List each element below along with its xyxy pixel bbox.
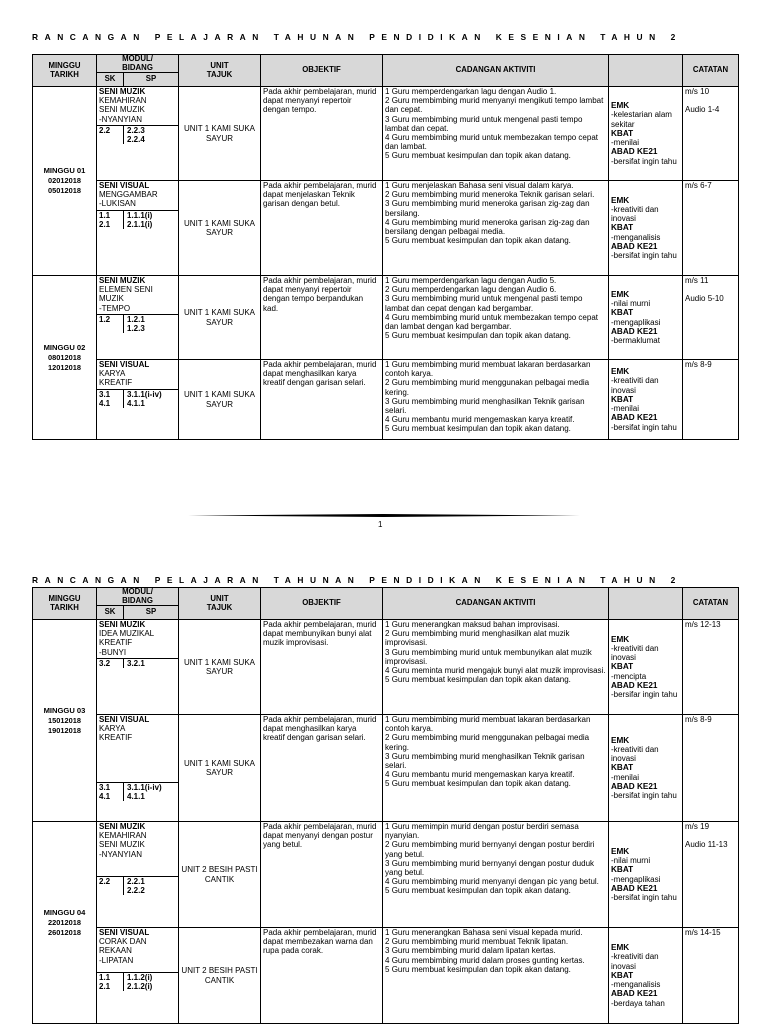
catatan-cell: m/s 6-7 — [683, 181, 739, 276]
header-sk: SK — [97, 606, 124, 620]
modul-cell: SENI MUZIK ELEMEN SENI MUZIK -TEMPO 1.2 1.2.1 1.2.3 — [97, 276, 179, 360]
unit-cell: UNIT 1 KAMI SUKA SAYUR — [179, 276, 261, 360]
table-row — [33, 822, 739, 928]
page-title: RANCANGAN PELAJARAN TAHUNAN PENDIDIKAN KESENIAN TAHUN 2 — [32, 575, 682, 585]
catatan-cell: m/s 10 Audio 1-4 — [683, 87, 739, 181]
header-objektif: OBJEKTIF — [261, 55, 383, 87]
modul-cell: SENI VISUAL KARYA KREATIF 3.1 4.1 3.1.1(i-iv) 4.1.1 — [97, 715, 179, 822]
header-blank — [609, 55, 683, 87]
table-row — [33, 715, 739, 822]
catatan-cell: m/s 19 Audio 11-13 — [683, 822, 739, 928]
table-row — [33, 360, 739, 440]
header-catatan: CATATAN — [683, 588, 739, 620]
plan-table — [32, 587, 739, 1024]
objektif-cell: Pada akhir pembelajaran, murid dapat menghasilkan karya kreatif dengan garisan selari. — [261, 715, 383, 822]
aktiviti-cell: 1 Guru menerangkan maksud bahan improvisasi. 2 Guru membimbing murid menghasilkan alat muzik improvisasi. 3 Guru membimbing murid untuk membunyikan alat muzik improvisasi. 4 Guru meminta murid mengajuk bunyi alat muzik improvisasi. 5 Guru membuat kesimpulan dan topik akan datang. — [383, 620, 609, 715]
footer-divider — [188, 514, 580, 517]
unit-cell: UNIT 1 KAMI SUKA SAYUR — [179, 360, 261, 440]
objektif-cell: Pada akhir pembelajaran, murid dapat menjelaskan Teknik garisan dengan betul. — [261, 181, 383, 276]
emk-cell: EMK -kreativiti dan inovasi KBAT -menilai ABAD KE21 -bersifat ingin tahu — [609, 715, 683, 822]
emk-cell: EMK -kreativiti dan inovasi KBAT -menganalisis ABAD KE21 -berdaya tahan — [609, 928, 683, 1024]
table-row — [33, 928, 739, 1024]
week-cell: MINGGU 01 02012018 05012018 — [33, 87, 97, 276]
header-modul: MODUL/ BIDANG — [97, 588, 179, 606]
catatan-cell: m/s 11 Audio 5-10 — [683, 276, 739, 360]
modul-cell: SENI MUZIK KEMAHIRAN SENI MUZIK -NYANYIAN 2.2 2.2.3 2.2.4 — [97, 87, 179, 181]
objektif-cell: Pada akhir pembelajaran, murid dapat menyanyi dengan postur yang betul. — [261, 822, 383, 928]
week-cell: MINGGU 04 22012018 26012018 — [33, 822, 97, 1024]
plan-table — [32, 54, 739, 440]
catatan-cell: m/s 12-13 — [683, 620, 739, 715]
objektif-cell: Pada akhir pembelajaran, murid dapat menyanyi repertoir dengan tempo berpandukan kad. — [261, 276, 383, 360]
unit-cell: UNIT 2 BESIH PASTI CANTIK — [179, 928, 261, 1024]
aktiviti-cell: 1 Guru menjelaskan Bahasa seni visual dalam karya. 2 Guru membimbing murid meneroka Teknik garisan selari. 3 Guru membimbing murid meneroka garisan zig-zag dan bersilang. 4 Guru membimbing murid meneroka garisan zig-zag dan bersilang dengan pelbagai media. 5 Guru membuat kesimpulan dan topik akan datang. — [383, 181, 609, 276]
emk-cell: EMK -kelestarian alam sekitar KBAT -menilai ABAD KE21 -bersifat ingin tahu — [609, 87, 683, 181]
aktiviti-cell: 1 Guru memimpin murid dengan postur berdiri semasa nyanyian. 2 Guru membimbing murid bernyanyi dengan postur berdiri yang betul. 3 Guru membimbing murid bernyanyi dengan postur duduk yang betul. 4 Guru membimbing murid menyanyi dengan pic yang betul. 5 Guru membuat kesimpulan dan topik akan datang. — [383, 822, 609, 928]
unit-cell: UNIT 1 KAMI SUKA SAYUR — [179, 620, 261, 715]
modul-cell: SENI VISUAL CORAK DAN REKAAN -LIPATAN 1.1 2.1 1.1.2(i) 2.1.2(i) — [97, 928, 179, 1024]
aktiviti-cell: 1 Guru memperdengarkan lagu dengan Audio 5. 2 Guru memperdengarkan lagu dengan Audio 6. 3 Guru membimbing murid untuk mengenal pasti tempo lambat dan cepat dengan kad bergambar. 4 Guru membimbing murid untuk membezakan tempo cepat dan lambat dengan kad bergambar. 5 Guru membuat kesimpulan dan topik akan datang. — [383, 276, 609, 360]
objektif-cell: Pada akhir pembelajaran, murid dapat menghasilkan karya kreatif dengan garisan selari. — [261, 360, 383, 440]
unit-cell: UNIT 1 KAMI SUKA SAYUR — [179, 181, 261, 276]
aktiviti-cell: 1 Guru membimbing murid membuat lakaran berdasarkan contoh karya. 2 Guru membimbing murid menggunakan pelbagai media kering. 3 Guru membimbing murid menghasilkan Teknik garisan selari. 4 Guru membantu murid mengemaskan karya kreatif. 5 Guru membuat kesimpulan dan topik akan datang. — [383, 360, 609, 440]
emk-cell: EMK -kreativiti dan inovasi KBAT -mencipta ABAD KE21 -bersifar ingin tahu — [609, 620, 683, 715]
objektif-cell: Pada akhir pembelajaran, murid dapat membezakan warna dan rupa pada corak. — [261, 928, 383, 1024]
header-unit: UNIT TAJUK — [179, 55, 261, 87]
header-modul: MODUL/ BIDANG — [97, 55, 179, 73]
header-aktiviti: CADANGAN AKTIVITI — [383, 55, 609, 87]
unit-cell: UNIT 1 KAMI SUKA SAYUR — [179, 87, 261, 181]
aktiviti-cell: 1 Guru memperdengarkan lagu dengan Audio 1. 2 Guru membimbing murid menyanyi mengikuti tempo lambat dan cepat. 3 Guru membimbing murid untuk mengenal pasti tempo lambat dan cepat. 4 Guru membimbing murid untuk membezakan tempo cepat dan lambat. 5 Guru membuat kesimpulan dan topik akan datang. — [383, 87, 609, 181]
week-cell: MINGGU 02 08012018 12012018 — [33, 276, 97, 440]
objektif-cell: Pada akhir pembelajaran, murid dapat menyanyi repertoir dengan tempo. — [261, 87, 383, 181]
emk-cell: EMK -nilai murni KBAT -mengaplikasi ABAD KE21 -bersifat ingin tahu — [609, 822, 683, 928]
header-objektif: OBJEKTIF — [261, 588, 383, 620]
header-minggu: MINGGU TARIKH — [33, 588, 97, 620]
table-row — [33, 276, 739, 360]
catatan-cell: m/s 8-9 — [683, 360, 739, 440]
page-title: RANCANGAN PELAJARAN TAHUNAN PENDIDIKAN KESENIAN TAHUN 2 — [32, 32, 682, 42]
catatan-cell: m/s 14-15 — [683, 928, 739, 1024]
table-row — [33, 181, 739, 276]
header-blank — [609, 588, 683, 620]
header-unit: UNIT TAJUK — [179, 588, 261, 620]
header-minggu: MINGGU TARIKH — [33, 55, 97, 87]
header-aktiviti: CADANGAN AKTIVITI — [383, 588, 609, 620]
aktiviti-cell: 1 Guru membimbing murid membuat lakaran berdasarkan contoh karya. 2 Guru membimbing murid menggunakan pelbagai media kering. 3 Guru membimbing murid menghasilkan Teknik garisan selari. 4 Guru membantu murid mengemaskan karya kreatif. 5 Guru membuat kesimpulan dan topik akan datang. — [383, 715, 609, 822]
modul-cell: SENI VISUAL KARYA KREATIF 3.1 4.1 3.1.1(i-iv) 4.1.1 — [97, 360, 179, 440]
header-catatan: CATATAN — [683, 55, 739, 87]
emk-cell: EMK -kreativiti dan inovasi KBAT -menganalisis ABAD KE21 -bersifat ingin tahu — [609, 181, 683, 276]
week-cell: MINGGU 03 15012018 19012018 — [33, 620, 97, 822]
modul-cell: SENI MUZIK KEMAHIRAN SENI MUZIK -NYANYIAN 2.2 2.2.1 2.2.2 — [97, 822, 179, 928]
unit-cell: UNIT 1 KAMI SUKA SAYUR — [179, 715, 261, 822]
page-number: 1 — [378, 520, 383, 529]
emk-cell: EMK -kreativiti dan inovasi KBAT -menilai ABAD KE21 -bersifat ingin tahu — [609, 360, 683, 440]
modul-cell: SENI MUZIK IDEA MUZIKAL KREATIF -BUNYI 3.2 3.2.1 — [97, 620, 179, 715]
table-row — [33, 620, 739, 715]
objektif-cell: Pada akhir pembelajaran, murid dapat membunyikan bunyi alat muzik improvisasi. — [261, 620, 383, 715]
aktiviti-cell: 1 Guru menerangkan Bahasa seni visual kepada murid. 2 Guru membimbing murid membuat Teknik lipatan. 3 Guru membimbing murid dalam lipatan kertas. 4 Guru membimbing murid dalam proses gunting kertas. 5 Guru membuat kesimpulan dan topik akan datang. — [383, 928, 609, 1024]
header-sk: SK — [97, 73, 124, 87]
header-sp: SP — [124, 73, 179, 87]
catatan-cell: m/s 8-9 — [683, 715, 739, 822]
modul-cell: SENI VISUAL MENGGAMBAR -LUKISAN 1.1 2.1 1.1.1(i) 2.1.1(i) — [97, 181, 179, 276]
header-sp: SP — [124, 606, 179, 620]
emk-cell: EMK -nilai murni KBAT -mengaplikasi ABAD KE21 -bermaklumat — [609, 276, 683, 360]
unit-cell: UNIT 2 BESIH PASTI CANTIK — [179, 822, 261, 928]
table-row — [33, 87, 739, 181]
